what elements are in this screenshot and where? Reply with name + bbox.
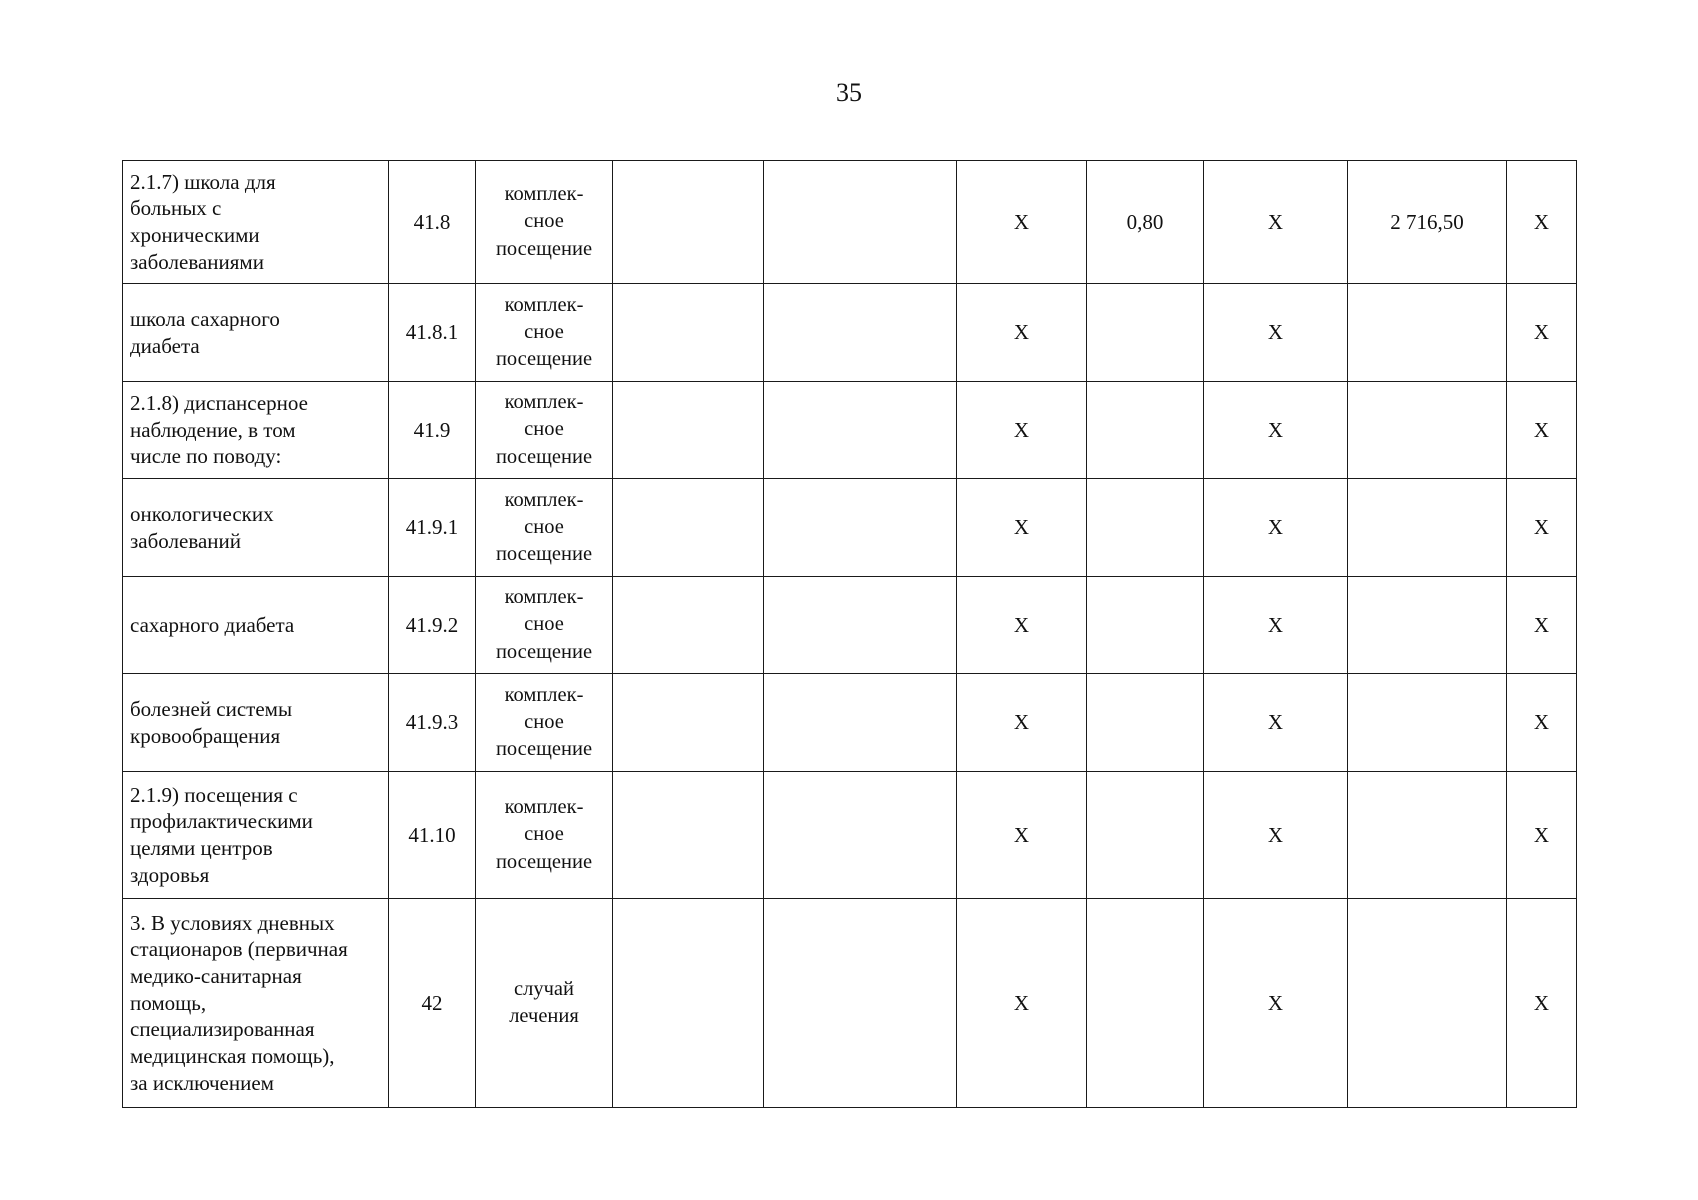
row-unit: комплек- сное посещение [495,293,593,371]
row-code-cell [389,284,476,382]
row-col5-cell [764,382,957,479]
table-row [123,899,1577,1108]
row-unit-cell [476,772,613,899]
row-name: 2.1.7) школа для больных с хроническими заболеваниями [130,169,276,274]
row-col10: X [1533,990,1550,1015]
row-col4-cell [613,284,764,382]
row-col9-cell [1348,772,1507,899]
row-col10: X [1533,822,1550,847]
row-code: 41.9.1 [405,515,459,540]
row-col10-cell [1507,479,1577,577]
table-row [123,161,1577,284]
row-name: онкологических заболеваний [130,501,274,553]
row-col5-cell [764,899,957,1108]
row-code: 42 [421,990,443,1015]
row-code: 41.10 [408,822,456,847]
row-col7-cell [1087,577,1204,674]
row-name-cell [123,577,389,674]
row-col6-cell [957,382,1087,479]
row-col7-cell [1087,899,1204,1108]
row-col9-cell [1348,899,1507,1108]
row-col9-cell [1348,479,1507,577]
row-name-cell [123,674,389,772]
row-code: 41.8.1 [405,320,459,345]
row-col7-cell [1087,161,1204,284]
row-col10-cell [1507,161,1577,284]
row-code-cell [389,161,476,284]
row-unit: комплек- сное посещение [495,488,593,566]
row-col6: X [1013,990,1030,1015]
row-col8: X [1267,710,1284,735]
row-col6: X [1013,612,1030,637]
row-unit-cell [476,899,613,1108]
row-col4-cell [613,382,764,479]
row-code: 41.9.2 [405,612,459,637]
row-col10: X [1533,710,1550,735]
row-col6: X [1013,320,1030,345]
row-unit-cell [476,382,613,479]
row-col6-cell [957,674,1087,772]
row-unit-cell [476,161,613,284]
row-col10-cell [1507,382,1577,479]
row-col6-cell [957,577,1087,674]
row-name-cell [123,899,389,1108]
row-col8-cell [1204,479,1348,577]
row-col8-cell [1204,674,1348,772]
row-name: 2.1.9) посещения с профилактическими целями центров здоровья [130,782,313,887]
row-col8: X [1267,209,1284,234]
row-col9-cell [1348,577,1507,674]
row-code-cell [389,479,476,577]
row-name-cell [123,284,389,382]
row-col8: X [1267,417,1284,442]
row-col8: X [1267,320,1284,345]
row-col4-cell [613,772,764,899]
row-col4-cell [613,479,764,577]
row-col6-cell [957,284,1087,382]
row-code-cell [389,899,476,1108]
row-col5-cell [764,479,957,577]
row-col7-cell [1087,772,1204,899]
row-col4-cell [613,161,764,284]
row-col5-cell [764,577,957,674]
row-name-cell [123,161,389,284]
row-col5-cell [764,772,957,899]
row-name: сахарного диабета [130,612,295,637]
row-code-cell [389,772,476,899]
row-unit-cell [476,674,613,772]
row-col8-cell [1204,772,1348,899]
row-col10: X [1533,515,1550,540]
table-row [123,577,1577,674]
row-col4-cell [613,899,764,1108]
row-col6: X [1013,822,1030,847]
row-code-cell [389,674,476,772]
row-name: 2.1.8) диспансерное наблюдение, в том числе по поводу: [130,391,308,469]
row-col8: X [1267,822,1284,847]
table-row [123,772,1577,899]
row-col6-cell [957,479,1087,577]
row-col10: X [1533,320,1550,345]
row-col7-cell [1087,479,1204,577]
row-name-cell [123,772,389,899]
row-col6: X [1013,209,1030,234]
row-col7-cell [1087,284,1204,382]
row-col8: X [1267,990,1284,1015]
row-col6: X [1013,515,1030,540]
table-row [123,479,1577,577]
row-col6: X [1013,417,1030,442]
row-col8-cell [1204,161,1348,284]
row-unit: случай лечения [509,977,579,1027]
row-col7-cell [1087,382,1204,479]
row-unit-cell [476,577,613,674]
row-col7: 0,80 [1126,209,1164,234]
row-col5-cell [764,674,957,772]
row-code: 41.9 [413,417,451,442]
row-col9: 2 716,50 [1390,209,1464,234]
table-row [123,674,1577,772]
row-col5-cell [764,161,957,284]
row-col8-cell [1204,284,1348,382]
row-col4-cell [613,674,764,772]
row-col10-cell [1507,674,1577,772]
row-name: 3. В условиях дневных стационаров (первичная медико-санитарная помощь, специализированная медицинская помощь), за исключением [130,910,348,1095]
row-col7-cell [1087,674,1204,772]
row-code-cell [389,577,476,674]
row-col10: X [1533,209,1550,234]
row-col9-cell [1348,284,1507,382]
row-code: 41.9.3 [405,710,459,735]
row-col10-cell [1507,577,1577,674]
row-col10: X [1533,612,1550,637]
row-col8-cell [1204,577,1348,674]
row-col6-cell [957,772,1087,899]
row-col6: X [1013,710,1030,735]
row-col10-cell [1507,284,1577,382]
row-col8-cell [1204,382,1348,479]
row-unit: комплек- сное посещение [495,586,593,663]
row-name-cell [123,479,389,577]
row-unit: комплек- сное посещение [495,391,593,468]
row-col9-cell [1348,674,1507,772]
row-col8: X [1267,515,1284,540]
row-col6-cell [957,161,1087,284]
row-col4-cell [613,577,764,674]
row-name-cell [123,382,389,479]
row-col9-cell [1348,161,1507,284]
tariff-table [122,160,1577,1108]
row-unit: комплек- сное посещение [495,183,593,260]
row-code: 41.8 [413,209,451,234]
row-col5-cell [764,284,957,382]
table-row [123,382,1577,479]
row-unit-cell [476,479,613,577]
table-body [123,161,1577,1108]
row-name: школа сахарного диабета [130,306,280,358]
table-row [123,284,1577,382]
row-col10-cell [1507,772,1577,899]
row-col9-cell [1348,382,1507,479]
row-unit: комплек- сное посещение [495,796,593,873]
row-unit: комплек- сное посещение [495,683,593,761]
row-col6-cell [957,899,1087,1108]
row-col10-cell [1507,899,1577,1108]
row-name: болезней системы кровообращения [130,696,293,748]
row-col8: X [1267,612,1284,637]
row-code-cell [389,382,476,479]
page-number: 35 [836,78,862,107]
row-col10: X [1533,417,1550,442]
row-unit-cell [476,284,613,382]
row-col8-cell [1204,899,1348,1108]
